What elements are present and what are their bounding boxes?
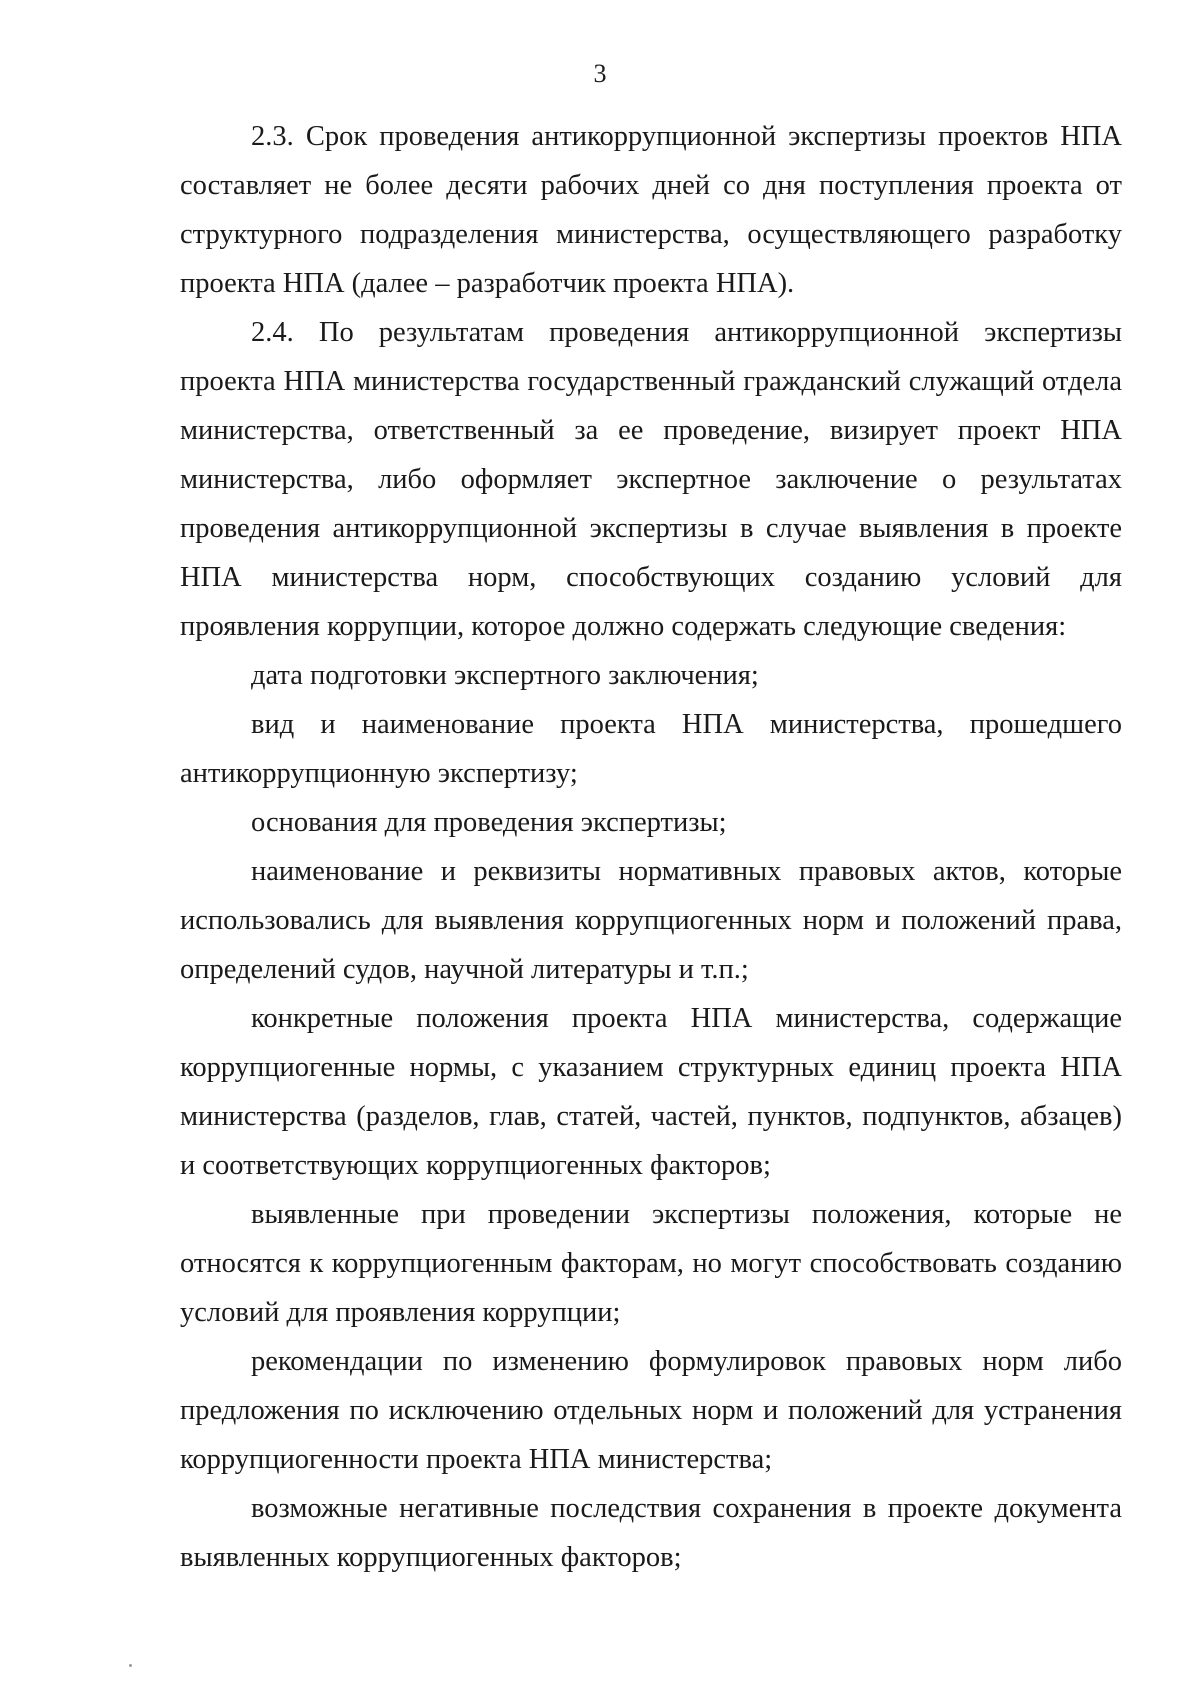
list-item-specific-provisions: конкретные положения проекта НПА министерства, содержащие коррупциогенные нормы, с указанием структурных единиц проекта НПА министерства (разделов, глав, статей, частей, пунктов, подпунктов, абзацев) и соответствующих коррупциогенных факторов; — [180, 1003, 1122, 1181]
paragraph-2-3: 2.3. Срок проведения антикоррупционной экспертизы проектов НПА составляет не более десяти рабочих дней со дня поступления проекта от структурного подразделения министерства, осуществляющего разработку проекта НПА (далее – разработчик проекта НПА). — [180, 121, 1122, 299]
document-body — [180, 112, 1122, 1582]
list-item-conclusion-date: дата подготовки экспертного заключения; — [251, 660, 759, 691]
scan-speck — [129, 1664, 132, 1667]
list-item-expertise-grounds: основания для проведения экспертизы; — [251, 807, 727, 838]
list-item-legal-acts: наименование и реквизиты нормативных правовых актов, которые использовались для выявления коррупциогенных норм и положений права, определений судов, научной литературы и т.п.; — [180, 856, 1122, 985]
list-item-recommendations: рекомендации по изменению формулировок правовых норм либо предложения по исключению отдельных норм и положений для устранения коррупциогенности проекта НПА министерства; — [180, 1346, 1122, 1475]
list-item-project-type-name: вид и наименование проекта НПА министерства, прошедшего антикоррупционную экспертизу; — [180, 709, 1122, 789]
list-item-negative-consequences: возможные негативные последствия сохранения в проекте документа выявленных коррупциогенных факторов; — [180, 1493, 1122, 1573]
page-number: 3 — [593, 59, 607, 88]
paragraph-2-4: 2.4. По результатам проведения антикоррупционной экспертизы проекта НПА министерства государственный гражданский служащий отдела министерства, ответственный за ее проведение, визирует проект НПА министерства, либо оформляет экспертное заключение о результатах проведения антикоррупционной экспертизы в случае выявления в проекте НПА министерства норм, способствующих созданию условий для проявления коррупции, которое должно содержать следующие сведения: — [180, 317, 1122, 642]
list-item-identified-provisions: выявленные при проведении экспертизы положения, которые не относятся к коррупциогенным факторам, но могут способствовать созданию условий для проявления коррупции; — [180, 1199, 1122, 1328]
